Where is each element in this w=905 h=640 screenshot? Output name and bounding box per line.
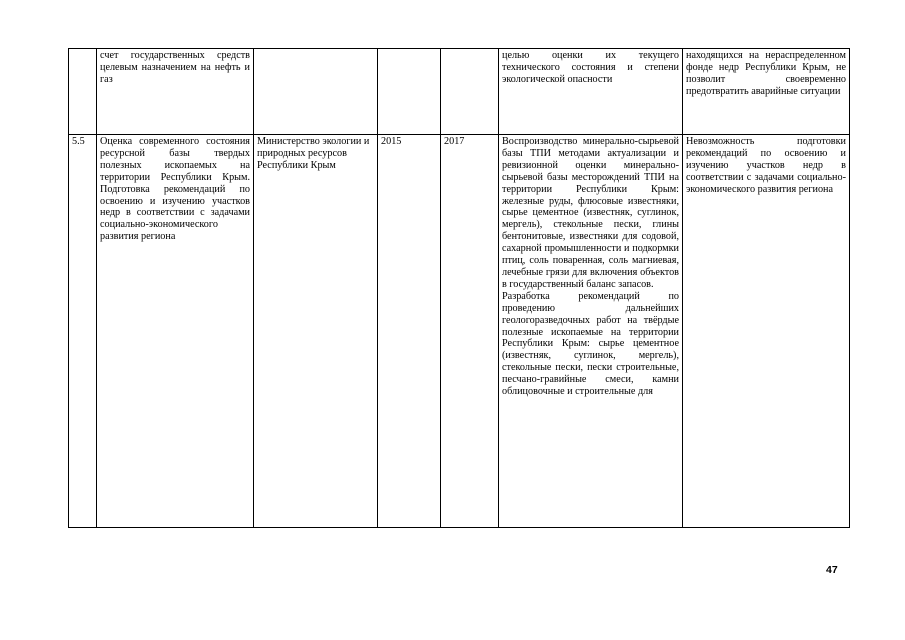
end-year-cell [441, 49, 499, 135]
result-cell [499, 135, 683, 528]
result-paragraph: Воспроизводство минерально-сырьевой базы ТПИ методами актуализации и ревизионной оценки минерально-сырьевой базы месторождений ТПИ на территории Республики Крым: железные руды, флюсовые известняки, сырье цементное (известняк, суглинок, мергель), стекольные пески, глины бентонитовые, известняки для содовой, сахарной промышленности и подкормки птиц, соль поваренная, соль магниевая, лечебные грязи для включения объектов в государственный баланс запасов. [502, 136, 679, 290]
risk-cell: находящихся на нераспределенном фонде недр Республики Крым, не позволит своевременно предотвратить аварийные ситуации [683, 49, 850, 135]
executor-cell: Министерство экологии и природных ресурсов Республики Крым [254, 135, 378, 528]
start-year-cell: 2015 [378, 135, 441, 528]
page-number: 47 [826, 564, 838, 576]
result-cell: целью оценки их текущего технического состояния и степени экологической опасности [499, 49, 683, 135]
table-row [69, 49, 850, 135]
start-year-cell [378, 49, 441, 135]
risk-cell: Невозможность подготовки рекомендаций по освоению и изучению участков недр в соответствии с задачами социально-экономического развития региона [683, 135, 850, 528]
row-number-cell [69, 49, 97, 135]
activity-cell: Оценка современного состояния ресурсной базы твердых полезных ископаемых на территории Республики Крым. Подготовка рекомендаций по освоению и изучению участков недр в соответствии с задачами социально-экономического развития региона [97, 135, 254, 528]
program-table [68, 48, 850, 528]
table-row [69, 135, 850, 528]
row-number-cell: 5.5 [69, 135, 97, 528]
activity-cell: счет государственных средств целевым назначением на нефть и газ [97, 49, 254, 135]
end-year-cell: 2017 [441, 135, 499, 528]
result-paragraph: Разработка рекомендаций по проведению дальнейших геологоразведочных работ на твёрдые полезные ископаемые на территории Республики Крым: сырье цементное (известняк, суглинок, мергель), стекольные пески, пески строительные, песчано-гравийные смеси, камни облицовочные и строительные для [502, 290, 679, 398]
executor-cell [254, 49, 378, 135]
